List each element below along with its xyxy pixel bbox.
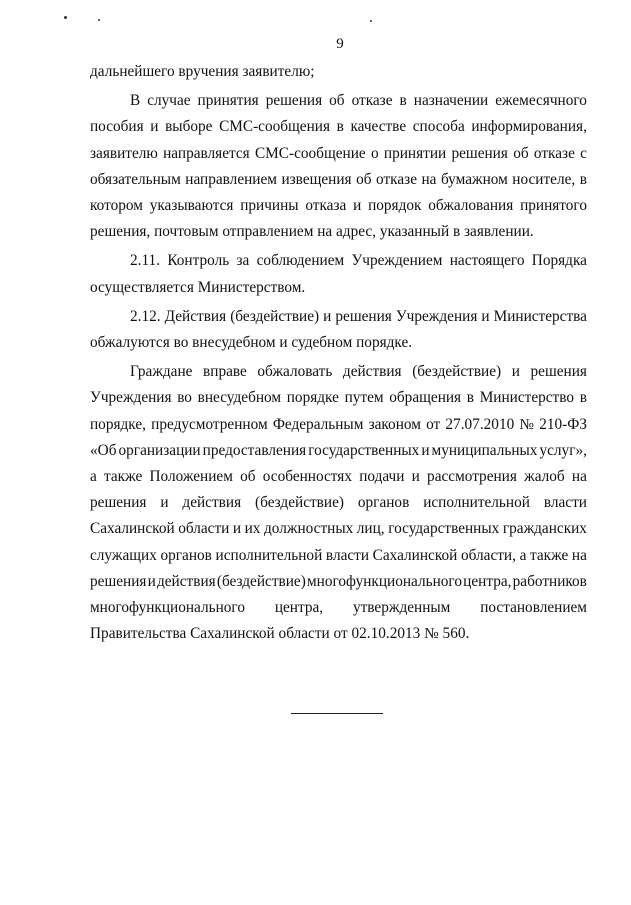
text-line: дальнейшего вручения заявителю; [90, 63, 315, 80]
word: центра, [274, 599, 324, 617]
word: порядке [286, 389, 339, 407]
word: 27.07.2010 [445, 415, 515, 433]
word: и [160, 494, 169, 512]
word: и [150, 118, 159, 136]
word: а [90, 468, 97, 486]
text-line [90, 141, 587, 167]
paragraph-refusal-notice [90, 88, 587, 245]
word: порядке, [90, 415, 146, 433]
text-line [90, 248, 587, 274]
word: решения [265, 92, 323, 110]
word: решения [90, 572, 147, 590]
word: действия [182, 494, 242, 512]
word: Министерства [493, 307, 587, 325]
word: многофункционального [90, 599, 245, 617]
text-line [90, 569, 587, 595]
word: в [336, 118, 344, 136]
word: решения [451, 144, 508, 162]
word: Действия [164, 307, 227, 325]
word: в [579, 389, 587, 407]
word: организации [118, 441, 201, 459]
word: о [370, 144, 379, 162]
word: обжалования [428, 197, 514, 215]
word: путем [344, 389, 384, 407]
word: отказе [533, 144, 575, 162]
word: В [130, 92, 141, 110]
word: во [177, 389, 192, 407]
word: СМС-сообщение [254, 144, 366, 162]
word: работников [512, 572, 587, 590]
word: носителе, [512, 170, 576, 188]
word: рассмотрения [427, 468, 517, 486]
word: и [421, 441, 430, 459]
word: государственных [388, 520, 500, 538]
word: об [240, 468, 256, 486]
text-line [90, 464, 587, 490]
word: государственных [308, 441, 420, 459]
word: принятого [520, 197, 587, 215]
word: Контроль [167, 252, 230, 270]
word: особенностях [262, 468, 352, 486]
word: на [421, 170, 437, 188]
word: обжаловать [257, 363, 333, 381]
word: органов [357, 494, 410, 512]
word: (бездействие) [412, 363, 502, 381]
word: в [466, 389, 475, 407]
word: от [426, 415, 441, 433]
word: утвержденным [352, 599, 451, 617]
word: выборе [165, 118, 213, 136]
word: центра, [463, 572, 512, 590]
word: «Об [90, 441, 117, 459]
text-line [90, 438, 587, 464]
word: служащих [90, 546, 157, 564]
word: ежемесячного [495, 92, 587, 110]
word: Сахалинской [372, 546, 458, 564]
word: качестве [350, 118, 407, 136]
word: СМС-сообщения [219, 118, 331, 136]
text-line [90, 114, 587, 140]
text-line [90, 359, 587, 385]
word: вправе [203, 363, 247, 381]
text-line [90, 304, 587, 330]
word: отказе [376, 170, 417, 188]
word: указываются [149, 197, 234, 215]
word: власти [543, 494, 587, 512]
word: информирования, [471, 118, 587, 136]
word: на [571, 468, 587, 486]
word: (бездействие) [216, 572, 306, 590]
word: многофункционального [307, 572, 462, 590]
word: случае [147, 92, 191, 110]
word: области [178, 520, 230, 538]
word: обязательным [90, 170, 181, 188]
scan-speck [64, 16, 67, 19]
word: об [513, 144, 529, 162]
word: за [236, 252, 250, 270]
word: соблюдением [256, 252, 345, 270]
text-line: осуществляется Министерством. [90, 278, 306, 296]
word: и [411, 468, 420, 486]
word: и [353, 197, 362, 215]
word: органов [160, 546, 212, 564]
word: исполнительной [215, 546, 323, 564]
word: 2.11. [130, 252, 161, 270]
word: также [530, 546, 569, 564]
word: настоящего [449, 252, 525, 270]
word: отказе [351, 92, 393, 110]
text-line [90, 385, 587, 411]
word: Министерство [479, 389, 575, 407]
word: Порядка [531, 252, 587, 270]
word: подачи [359, 468, 405, 486]
word: извещения [281, 170, 352, 188]
paragraph-2-12 [90, 304, 587, 356]
word: причины [240, 197, 299, 215]
text-line [90, 543, 587, 569]
word: Учреждением [351, 252, 443, 270]
word: бумажном [440, 170, 508, 188]
word: (бездействие) [255, 494, 344, 512]
paragraph-2-11 [90, 248, 587, 300]
word: власти [325, 546, 370, 564]
text-line [90, 490, 587, 516]
text-line: обжалуются во внесудебном и судебном порядке. [90, 334, 413, 352]
word: 210-ФЗ [539, 415, 587, 433]
word: в [579, 170, 587, 188]
word: Граждане [130, 363, 193, 381]
word: обращения [389, 389, 462, 407]
text-line [90, 412, 587, 438]
text-line [90, 193, 587, 219]
word: внесудебном [197, 389, 282, 407]
word: об [329, 92, 345, 110]
word: и [147, 572, 156, 590]
word: Сахалинской [90, 520, 175, 538]
word: Учреждения [90, 389, 172, 407]
word: их [244, 520, 261, 538]
word: законом [368, 415, 421, 433]
word: способа [412, 118, 465, 136]
word: также [104, 468, 143, 486]
word: услуг», [539, 441, 587, 459]
word: в [399, 92, 407, 110]
word: гражданских [502, 520, 587, 538]
word: направлением [185, 170, 277, 188]
word: решения [530, 363, 587, 381]
word: Положением [149, 468, 233, 486]
text-line: Правительства Сахалинской области от 02.10.2013 № 560. [90, 625, 470, 643]
word: заявителю [90, 144, 158, 162]
word: жалоб [524, 468, 565, 486]
word: предусмотренном [151, 415, 268, 433]
word: решения [335, 307, 392, 325]
word: и [323, 307, 332, 325]
text-line [90, 516, 587, 542]
word: и [511, 363, 520, 381]
text-line [90, 167, 587, 193]
word: решения [90, 494, 147, 512]
text-line [90, 88, 587, 114]
word: с [580, 144, 587, 162]
end-rule [291, 713, 383, 714]
word: Федеральным [272, 415, 364, 433]
scan-speck [370, 20, 372, 22]
word: а [519, 546, 527, 564]
page-number: 9 [336, 36, 344, 52]
word: муниципальных [431, 441, 538, 459]
word: направляется [163, 144, 250, 162]
word: котором [90, 197, 143, 215]
word: (бездействие) [230, 307, 320, 325]
word: лиц, [356, 520, 385, 538]
word: исполнительной [423, 494, 530, 512]
text-line [90, 595, 587, 621]
word: и [481, 307, 490, 325]
word: на [571, 546, 587, 564]
word: отказа [305, 197, 347, 215]
word: должностных [264, 520, 354, 538]
word: действия [156, 572, 216, 590]
scan-speck [98, 19, 100, 21]
word: принятия [197, 92, 259, 110]
word: Учреждения [395, 307, 478, 325]
word: постановлением [480, 599, 587, 617]
word: пособия [90, 118, 144, 136]
word: и [232, 520, 242, 538]
word: принятии [383, 144, 447, 162]
word: действия [342, 363, 402, 381]
paragraph [90, 59, 587, 85]
paragraph-appeal [90, 359, 587, 647]
word: 2.12. [130, 307, 161, 325]
word: № [519, 415, 535, 433]
word: об [356, 170, 372, 188]
text-line: решения, почтовым отправлением на адрес, указанный в заявлении. [90, 223, 534, 241]
word: области, [460, 546, 516, 564]
document-body [90, 59, 587, 647]
word: назначении [413, 92, 489, 110]
word: порядок [368, 197, 422, 215]
word: предоставления [202, 441, 307, 459]
